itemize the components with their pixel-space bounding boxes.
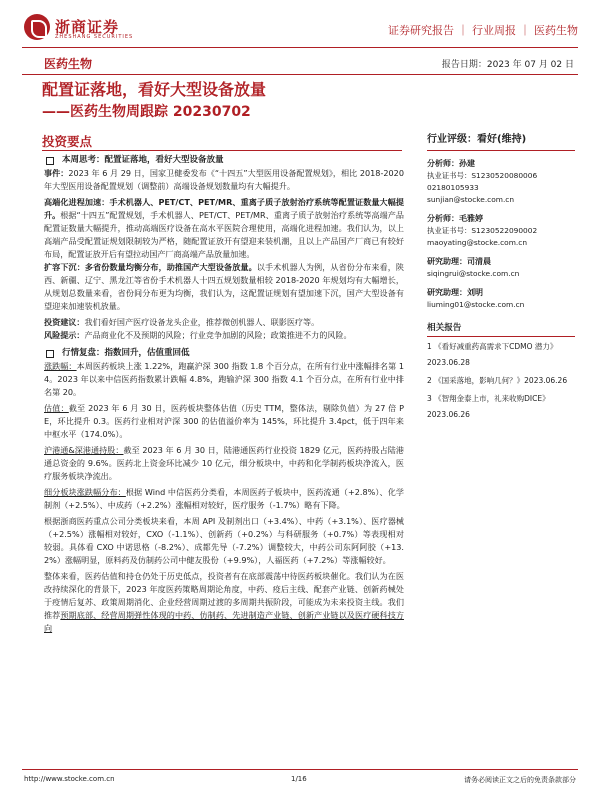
sector-label: 医药生物 — [44, 57, 93, 71]
paragraph-valuation — [44, 402, 404, 441]
square-bullet-icon — [46, 157, 54, 165]
investment-highlights-heading: 投资要点 — [42, 134, 93, 149]
main-content — [44, 154, 404, 635]
section-market-review — [44, 347, 404, 360]
paragraph-text: 以手术机器人为例，从省份分布来看，陕西、新疆、辽宁、黑龙江等省份手术机器人十四五规划数量相较 2018-2020 年规划均有大幅增长，从规划总数量来看，省份间分布更为均衡，我们认为，这配置证规划有望加速下沉，国产大型设备有望迎来加速装机放量。 — [44, 262, 404, 311]
section-title: 本周思考：配置证落地，看好大型设备放量 — [62, 155, 224, 165]
analyst-detail: 执业证书号：S1230520080006 — [427, 171, 538, 180]
lead-label: 事件： — [44, 168, 69, 178]
company-logo — [24, 14, 144, 42]
section-weekly-thought — [44, 154, 404, 167]
paragraph-event — [44, 167, 404, 193]
paragraph-text: 整体来看，医药估值和持仓仍处于历史低点，投资者有在底部震荡中待医药板块催化。我们认为在医改持续深化的背景下，2023 年度医药策略周期论角度，中药、疫后主线、配套产业链、创新药械处于疫情后复苏、政策周期消化、企业经营周期过渡的多周期共振阶段，可能成为未来投资主线。我们推荐 — [44, 571, 404, 620]
analyst-name: 分析师：毛雅婷 — [427, 214, 483, 223]
analyst-email[interactable]: liuming01@stocke.com.cn — [427, 300, 525, 309]
sector-divider — [22, 74, 578, 75]
analyst-card — [427, 158, 575, 206]
logo-subtitle: ZHESHANG SECURITIES — [55, 34, 134, 40]
header-divider — [22, 47, 578, 48]
highlight-text: 预期底部、经营周期弹性体现的中药、仿制药、先进制造产业链、创新产业链以及医疗硬科技方向 — [44, 610, 404, 633]
paragraph-text: 本周医药板块上涨 1.22%，跑赢沪深 300 指数 1.8 个百分点，在所有行业中涨幅排名第 14。2023 年以来中信医药指数累计跌幅 4.8%，跑输沪深 300 指数 4.1 个百分点，在所有行业中排名第 20。 — [44, 361, 404, 397]
footer-website-link[interactable]: http://www.stocke.com.cn — [24, 775, 115, 783]
paragraph-key-companies: 根据浙商医药重点公司分类板块来看，本周 API 及制剂出口（+3.4%）、中药（+3.1%）、医疗器械（+2.5%）涨幅相对较好，CXO（-1.1%）、创新药（+0.2%）与科研服务（+0.7%）等表现相对较弱。具体看 CXO 中诺思格（-8.2%）、成都先导（-7.2%）调整较大，中药公司东阿阿胶（+13.2%）涨幅明显，原料药及仿制药公司中健友股份（+9.9%），人福医药（+7.2%）等涨幅较好。 — [44, 516, 404, 565]
report-category-nav: 证券研究报告 ｜ 行业周报 ｜ 医药生物 — [388, 24, 578, 37]
lead-label: 扩容下沉：多省份数量均衡分布，助推国产大型设备放量。 — [44, 262, 257, 272]
footer-divider — [22, 769, 578, 770]
analyst-name: 分析师：孙建 — [427, 159, 475, 168]
paragraph-subsector — [44, 486, 404, 512]
report-date: 报告日期：2023 年 07 月 02 日 — [441, 60, 574, 70]
heading-underline — [42, 150, 402, 151]
lead-label: 风险提示： — [44, 330, 85, 340]
analyst-name: 研究助理：司清晨 — [427, 257, 491, 266]
related-report-link[interactable]: 1 《看好减重药高需求下CDMO 潜力》 2023.06.28 — [427, 342, 558, 367]
paragraph-text: 截至 2023 年 6 月 30 日，陆港通医药行业投资 1829 亿元，医药持股占陆港通总资金的 9.6%。医药北上资金环比减少 10 亿元，细分板块中，中药和化学制药板块净流入，医疗服务板块净流出。 — [44, 445, 405, 481]
analyst-detail: 执业证书号：S1230522090002 — [427, 226, 538, 235]
logo-mark-icon — [24, 14, 50, 40]
page-number: 1/16 — [291, 775, 307, 783]
analyst-email[interactable]: maoyating@stocke.com.cn — [427, 238, 527, 247]
related-reports-heading: 相关报告 — [427, 321, 575, 337]
footer-disclaimer: 请务必阅读正文之后的免责条款部分 — [464, 776, 576, 784]
lead-label: 估值： — [44, 403, 69, 413]
logo-name: 浙商证券 — [55, 18, 120, 36]
analyst-card — [427, 213, 575, 249]
related-report-link[interactable]: 3 《智翔金泰上市，礼来收购DICE》 2023.06.26 — [427, 394, 550, 419]
paragraph-high-end — [44, 196, 404, 261]
paragraph-text: 根据“十四五”配置规划，手术机器人、PET/CT、PET/MR、重离子质子放射治疗系统等高端产品配置证数量大幅提升，推动高端医疗设备在高水平医院合理使用，高端化进程加速。我们认为，以上高端产品受配置证规划限制较为严格，随配置证放开有望迎来装机潮，且以上产品国产厂商已有较好布局，配置证放开后有望拉动国产厂商高端产品放量加速。 — [44, 210, 404, 259]
sidebar — [427, 130, 575, 423]
section-title: 行情复盘：指数回升，估值重回低 — [62, 348, 190, 358]
analyst-card — [427, 256, 575, 280]
paragraph-performance — [44, 360, 404, 399]
paragraph-text: 产品商业化不及预期的风险；行业竞争加剧的风险；政策推进不力的风险。 — [84, 330, 352, 340]
report-subtitle: ——医药生物周跟踪 20230702 — [42, 104, 251, 120]
related-report-link[interactable]: 2 《国采落地，影响几何？》2023.06.26 — [427, 376, 568, 385]
paragraph-suggestion — [44, 316, 404, 329]
analyst-name: 研究助理：刘明 — [427, 288, 483, 297]
lead-label: 高端化进程加速：手术机器人、PET/CT、PET/MR、重离子质子放射治疗系统等配置证数量大幅提升。 — [44, 197, 404, 220]
paragraph-text: 根据 Wind 中信医药分类看，本周医药子板块中，医药流通（+2.8%）、化学制剂（+2.5%）、中成药（+2.2%）涨幅相对较好，医疗服务（-1.7%）略有下降。 — [44, 487, 404, 510]
analyst-card — [427, 287, 575, 311]
lead-label: 涨跌幅： — [44, 361, 77, 371]
paragraph-text: 我们看好国产医疗设备龙头企业，推荐微创机器人、联影医疗等。 — [84, 317, 320, 327]
report-title: 配置证落地，看好大型设备放量 — [42, 80, 267, 99]
lead-label: 投资建议： — [44, 317, 85, 327]
square-bullet-icon — [46, 350, 54, 358]
industry-rating: 行业评级：看好(维持) — [427, 130, 575, 151]
paragraph-text: 截至 2023 年 6 月 30 日，医药板块整体估值（历史 TTM，整体法，剔除负值）为 27 倍 PE，环比提升 0.3。医药行业相对沪深 300 的估值溢价率为 145%，环比提升 3.4pct，低于四年来中枢水平（174.0%）。 — [44, 403, 404, 439]
analyst-email[interactable]: sunjian@stocke.com.cn — [427, 195, 515, 204]
paragraph-overall — [44, 570, 404, 635]
paragraph-risk — [44, 329, 404, 342]
paragraph-text: 2023 年 6 月 29 日，国家卫健委发布《“十四五”大型医用设备配置规划》，相比 2018-2020 年大型医用设备配置规划（调整前）高端设备规划数量均有大幅提升。 — [44, 168, 404, 191]
analyst-email[interactable]: siqingrui@stocke.com.cn — [427, 269, 520, 278]
lead-label: 细分板块涨跌幅分布： — [44, 487, 126, 497]
lead-label: 沪港通&深港通持股： — [44, 445, 124, 455]
paragraph-connect-holdings — [44, 444, 404, 483]
analyst-detail: 02180105933 — [427, 183, 479, 192]
paragraph-expansion — [44, 261, 404, 313]
